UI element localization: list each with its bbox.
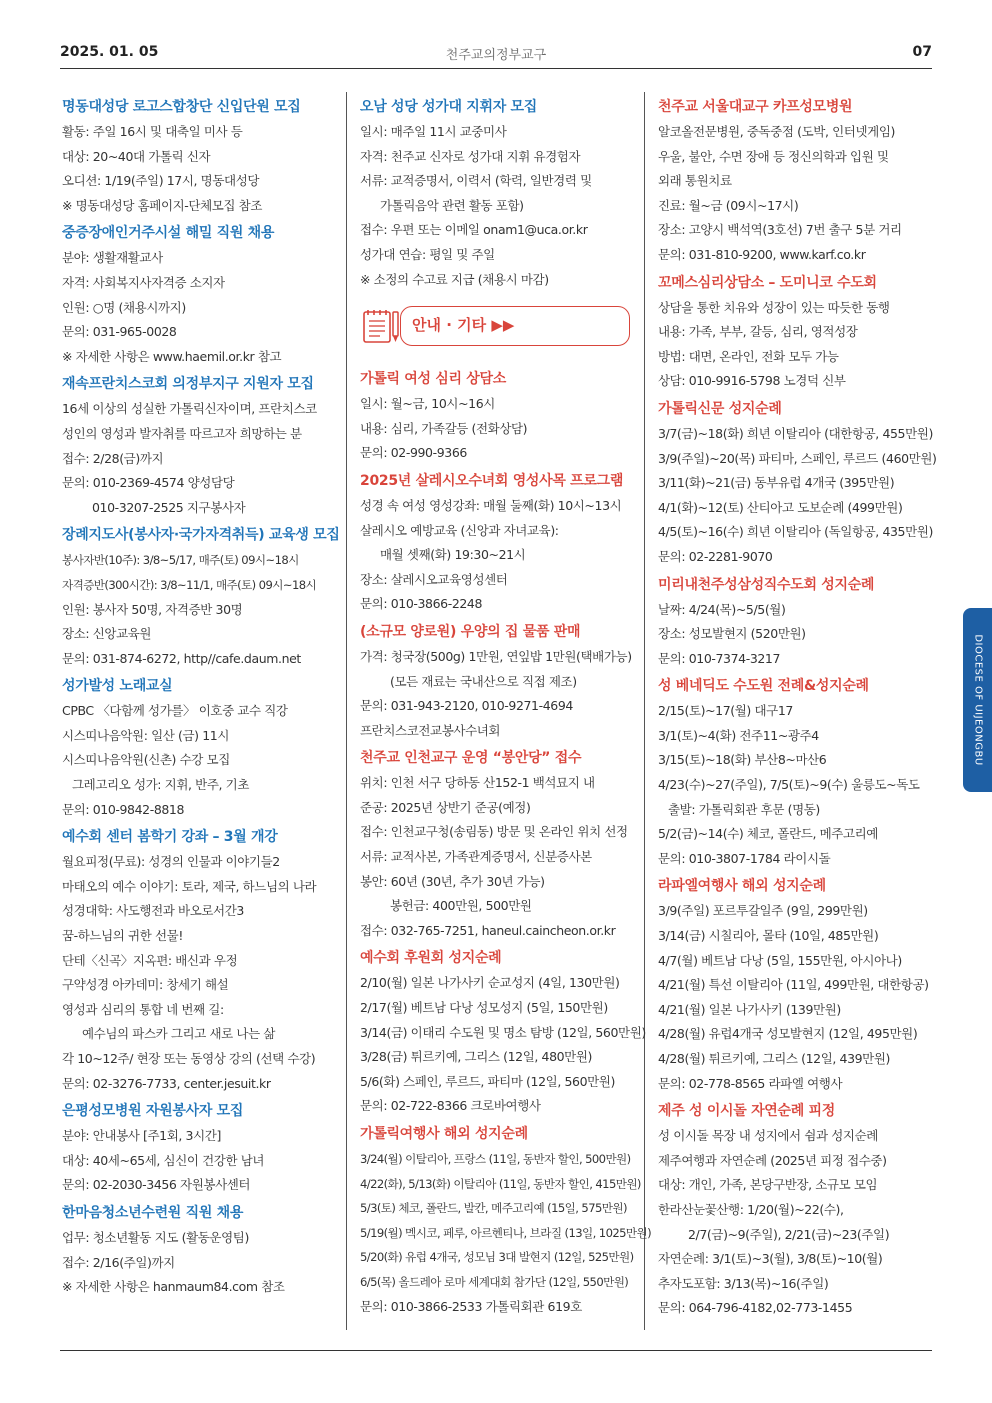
section-line: 마태오의 예수 이야기: 토라, 제국, 하느님의 나라 bbox=[62, 878, 317, 894]
section-title: 은평성모병원 자원봉사자 모집 bbox=[62, 1103, 244, 1120]
section-line: 3/9(주일)~20(목) 파티마, 스페인, 루르드 (460만원) bbox=[658, 450, 937, 466]
section-line: 문의: 02-2030-3456 자원봉사센터 bbox=[62, 1177, 251, 1193]
section-line: 단테〈신곡〉지옥편: 배신과 우정 bbox=[62, 952, 238, 968]
section-line: 인원: 봉사자 50명, 자격증반 30명 bbox=[62, 601, 243, 617]
section-line: 분야: 생활재활교사 bbox=[62, 250, 163, 266]
section-line: 활동: 주일 16시 및 대축일 미사 등 bbox=[62, 124, 243, 139]
section-line: 시스띠나음악원(신촌) 수강 모집 bbox=[62, 752, 230, 768]
section-line: 내용: 심리, 가족갈등 (전화상담) bbox=[360, 420, 528, 436]
section-line: 상담을 통한 치유와 성장이 있는 따듯한 동행 bbox=[658, 299, 890, 315]
section-line: 성 이시돌 목장 내 성지에서 쉼과 성지순례 bbox=[658, 1128, 878, 1144]
section-line: 예수님의 파스카 그리고 새로 나는 삶 bbox=[82, 1026, 275, 1042]
section-title: 미리내천주성삼성직수도회 성지순례 bbox=[658, 576, 875, 593]
section-line: 3/24(월) 이탈리아, 프랑스 (11일, 동반자 할인, 500만원) bbox=[360, 1152, 631, 1166]
section-line: 4/21(월) 특선 이탈리아 (11일, 499만원, 대한항공) bbox=[658, 977, 929, 993]
issue-date: 2025. 01. 05 bbox=[60, 44, 159, 60]
section-line: 2/17(월) 베트남 다낭 성모성지 (5일, 150만원) bbox=[360, 1000, 608, 1016]
section-line: 4/23(수)~27(주일), 7/5(토)~9(수) 울릉도~독도 bbox=[658, 777, 920, 793]
section-line: 3/11(화)~21(금) 동부유럽 4개국 (395만원) bbox=[658, 475, 895, 491]
section-line: 장소: 고양시 백석역(3호선) 7번 출구 5분 거리 bbox=[658, 222, 902, 238]
section-line: 서류: 교적증명서, 이력서 (학력, 일반경력 및 bbox=[360, 173, 592, 189]
section-line: 문의: 031-965-0028 bbox=[62, 324, 177, 340]
section-line: 방법: 대면, 온라인, 전화 모두 가능 bbox=[658, 348, 839, 364]
section-line: 구약성경 아카데미: 창세기 해설 bbox=[62, 977, 229, 993]
column-1 bbox=[62, 94, 340, 1302]
section-line: 접수: 우편 또는 이메일 onam1@uca.or.kr bbox=[360, 222, 588, 238]
section-line: 꿈-하느님의 귀한 선물! bbox=[62, 928, 183, 944]
section-line: 자연순례: 3/1(토)~3(월), 3/8(토)~10(월) bbox=[658, 1251, 883, 1267]
section-title: 한마음청소년수련원 직원 채용 bbox=[62, 1204, 244, 1221]
col2-top-section-1 bbox=[360, 94, 632, 292]
col2-bottom-section-3 bbox=[360, 619, 632, 743]
col3-section-1 bbox=[658, 94, 930, 268]
col1-section-7 bbox=[62, 1098, 334, 1198]
section-line: 문의: 02-3276-7733, center.jesuit.kr bbox=[62, 1075, 271, 1091]
section-line: 16세 이상의 성실한 가톨릭신자이며, 프란치스코 bbox=[62, 401, 317, 417]
section-title: 가톨릭 여성 심리 상담소 bbox=[360, 371, 506, 388]
section-line: 3/9(주일) 포르투갈일주 (9일, 299만원) bbox=[658, 903, 868, 919]
section-line: 준공: 2025년 상반기 준공(예정) bbox=[360, 799, 531, 815]
col1-section-6 bbox=[62, 824, 334, 1096]
diocese-side-tab bbox=[963, 608, 992, 792]
section-line: 프란치스코전교봉사수녀회 bbox=[360, 722, 501, 738]
section-line: 문의: 010-7374-3217 bbox=[658, 650, 781, 666]
section-line: ※ 자세한 사항은 hanmaum84.com 참조 bbox=[62, 1279, 285, 1295]
section-line: 4/7(월) 베트남 다낭 (5일, 155만원, 아시아나) bbox=[658, 952, 902, 968]
section-line: 봉헌금: 400만원, 500만원 bbox=[390, 898, 532, 914]
notepad-pen-icon bbox=[360, 306, 404, 346]
section-line: 3/28(금) 튀르키예, 그리스 (12일, 480만원) bbox=[360, 1049, 593, 1065]
section-line: 접수: 032-765-7251, haneul.caincheon.or.kr bbox=[360, 922, 616, 938]
section-line: 문의: 010-3807-1784 라이시돌 bbox=[658, 850, 831, 866]
section-line: 분야: 안내봉사 [주1회, 3시간] bbox=[62, 1128, 221, 1144]
section-line: 오디션: 1/19(주일) 17시, 명동대성당 bbox=[62, 173, 260, 189]
col2-bottom-section-5 bbox=[360, 945, 646, 1119]
col3-section-3 bbox=[658, 396, 937, 570]
section-line: 자격: 천주교 신자로 성가대 지휘 유경험자 bbox=[360, 148, 581, 164]
section-line: 가격: 청국장(500g) 1만원, 연잎밥 1만원(택배가능) bbox=[360, 648, 632, 664]
section-line: 성경 속 여성 영성강좌: 매월 둘째(화) 10시~13시 bbox=[360, 497, 622, 513]
section-line: 3/1(토)~4(화) 전주11~광주4 bbox=[658, 727, 819, 743]
section-line: 일시: 매주일 11시 교중미사 bbox=[360, 124, 507, 139]
section-title: 천주교 인천교구 운영 “봉안당” 접수 bbox=[360, 750, 582, 767]
section-line: 제주여행과 자연순례 (2025년 피정 접수중) bbox=[658, 1152, 887, 1168]
section-line: 추자도포함: 3/13(목)~16(주일) bbox=[658, 1275, 829, 1291]
section-line: 자격증반(300시간): 3/8~11/1, 매주(토) 09시~18시 bbox=[62, 577, 317, 592]
section-line: 내용: 가족, 부부, 갈등, 심리, 영적성장 bbox=[658, 324, 858, 340]
section-line: 서류: 교적사본, 가족관계증명서, 신분증사본 bbox=[360, 849, 592, 865]
col1-section-4 bbox=[62, 522, 340, 671]
section-line: 시스띠나음악원: 일산 (금) 11시 bbox=[62, 727, 230, 743]
section-line: 문의: 010-2369-4574 양성담당 bbox=[62, 475, 235, 491]
col1-section-3 bbox=[62, 371, 334, 520]
column-3 bbox=[658, 94, 937, 1323]
col1-section-2 bbox=[62, 220, 334, 369]
col3-section-6 bbox=[658, 873, 930, 1096]
section-title: 제주 성 이시돌 자연순례 피정 bbox=[658, 1103, 835, 1120]
col3-section-5 bbox=[658, 673, 930, 871]
section-line: ※ 소정의 수고료 지급 (채용시 마감) bbox=[360, 271, 549, 287]
section-line: ※ 명동대성당 홈페이지-단체모집 참조 bbox=[62, 197, 263, 213]
page-number: 07 bbox=[912, 44, 932, 60]
section-title: 가톨릭신문 성지순례 bbox=[658, 400, 782, 417]
section-title: 성 베네딕도 수도원 전례&성지순례 bbox=[658, 678, 869, 695]
section-line: ※ 자세한 사항은 www.haemil.or.kr 참고 bbox=[62, 348, 282, 364]
section-line: 가톨릭음악 관련 활동 포함) bbox=[380, 197, 524, 213]
header-rule bbox=[60, 68, 932, 69]
section-line: 문의: 010-3866-2248 bbox=[360, 596, 483, 612]
section-line: 010-3207-2525 지구봉사자 bbox=[92, 499, 246, 515]
section-line: 문의: 031-810-9200, www.karf.co.kr bbox=[658, 246, 866, 262]
section-line: 우울, 불안, 수면 장애 등 정신의학과 입원 및 bbox=[658, 148, 889, 164]
section-line: 접수: 2/16(주일)까지 bbox=[62, 1254, 175, 1270]
section-line: 5/6(화) 스페인, 루르드, 파티마 (12일, 560만원) bbox=[360, 1073, 615, 1089]
section-line: 2/15(토)~17(월) 대구17 bbox=[658, 703, 793, 719]
section-line: 장소: 성모발현지 (520만원) bbox=[658, 626, 806, 642]
section-line: 5/3(토) 체코, 폴란드, 발칸, 메주고리예 (15일, 575만원) bbox=[360, 1201, 627, 1216]
column-divider-1 bbox=[346, 92, 347, 1330]
section-line: 문의: 02-778-8565 라파엘 여행사 bbox=[658, 1075, 843, 1091]
section-title: 2025년 살레시오수녀회 영성사목 프로그램 bbox=[360, 472, 624, 489]
section-line: 4/21(월) 일본 나가사키 (139만원) bbox=[658, 1001, 841, 1017]
notice-banner bbox=[360, 306, 632, 346]
col1-section-1 bbox=[62, 94, 334, 218]
section-line: 자격: 사회복지사자격증 소지자 bbox=[62, 274, 225, 290]
section-line: 알코올전문병원, 중독중점 (도박, 인터넷게임) bbox=[658, 124, 895, 139]
section-title: 예수회 후원회 성지순례 bbox=[360, 950, 502, 967]
section-title: 천주교 서울대교구 카프성모병원 bbox=[658, 99, 853, 115]
section-line: (모든 재료는 국내산으로 직접 제조) bbox=[390, 673, 577, 689]
publication-name: 천주교의정부교구 bbox=[445, 48, 547, 63]
section-line: 5/2(금)~14(수) 체코, 폴란드, 메주고리예 bbox=[658, 826, 878, 842]
section-title: 오남 성당 성가대 지휘자 모집 bbox=[360, 99, 537, 115]
section-line: 대상: 개인, 가족, 본당구반장, 소규모 모임 bbox=[658, 1177, 878, 1193]
section-line: 장소: 신앙교육원 bbox=[62, 626, 152, 642]
section-line: 4/5(토)~16(수) 희년 이탈리아 (독일항공, 435만원) bbox=[658, 524, 933, 540]
section-line: 3/15(토)~18(화) 부산8~마산6 bbox=[658, 752, 827, 768]
section-title: 중증장애인거주시설 해밀 직원 채용 bbox=[62, 225, 275, 242]
section-title: 예수회 센터 봄학기 강좌 – 3월 개강 bbox=[62, 829, 278, 846]
section-line: 6/5(목) 올드레아 로마 세계대회 참가단 (12일, 550만원) bbox=[360, 1274, 629, 1289]
section-line: 성경대학: 사도행전과 바오로서간3 bbox=[62, 903, 244, 919]
section-line: 접수: 2/28(금)까지 bbox=[62, 450, 164, 466]
section-line: 2/7(금)~9(주일), 2/21(금)~23(주일) bbox=[688, 1226, 890, 1242]
col3-section-7 bbox=[658, 1098, 930, 1321]
section-title: 장례지도사(봉사자·국가자격취득) 교육생 모집 bbox=[62, 527, 340, 544]
section-line: 살레시오 예방교육 (신앙과 자녀교육): bbox=[360, 522, 559, 538]
section-line: 인원: ○명 (채용시까지) bbox=[62, 299, 186, 315]
section-title: 라파엘여행사 해외 성지순례 bbox=[658, 878, 826, 895]
section-line: 장소: 살레시오교육영성센터 bbox=[360, 571, 508, 587]
section-line: 3/14(금) 시칠리아, 몰타 (10일, 485만원) bbox=[658, 928, 879, 944]
section-line: 외래 통원치료 bbox=[658, 173, 732, 189]
col1-section-5 bbox=[62, 673, 334, 822]
section-line: 접수: 인천교구청(송림동) 방문 및 온라인 위치 선정 bbox=[360, 824, 628, 840]
section-line: 문의: 02-990-9366 bbox=[360, 445, 467, 461]
section-title: 가톨릭여행사 해외 성지순례 bbox=[360, 1126, 528, 1142]
section-line: 상담: 010-9916-5798 노경덕 신부 bbox=[658, 373, 846, 389]
section-line: 문의: 02-2281-9070 bbox=[658, 548, 773, 564]
col1-section-8 bbox=[62, 1200, 334, 1300]
section-line: 진료: 월~금 (09시~17시) bbox=[658, 197, 799, 213]
section-line: 2/10(월) 일본 나가사키 순교성지 (4일, 130만원) bbox=[360, 975, 620, 991]
section-line: 날짜: 4/24(목)~5/5(월) bbox=[658, 601, 786, 617]
section-line: 문의: 031-943-2120, 010-9271-4694 bbox=[360, 698, 573, 714]
section-line: 성가대 연습: 평일 및 주일 bbox=[360, 246, 495, 262]
section-title: 성가발성 노래교실 bbox=[62, 678, 173, 695]
col3-section-2 bbox=[658, 270, 930, 394]
section-line: 4/1(화)~12(토) 산티아고 도보순례 (499만원) bbox=[658, 499, 903, 515]
section-line: 문의: 010-9842-8818 bbox=[62, 801, 185, 817]
section-line: 5/20(화) 유럽 4개국, 성모님 3대 발현지 (12일, 525만원) bbox=[360, 1250, 634, 1265]
section-line: 월요피정(무료): 성경의 인물과 이야기들2 bbox=[62, 854, 280, 870]
page-header bbox=[60, 44, 932, 68]
section-line: 그레고리오 성가: 지휘, 반주, 기초 bbox=[72, 777, 250, 793]
section-line: 봉사자반(10주): 3/8~5/17, 매주(토) 09시~18시 bbox=[62, 553, 299, 568]
section-title: 명동대성당 로고스합창단 신입단원 모집 bbox=[62, 99, 301, 115]
section-title: 꼬메스심리상담소 – 도미니코 수도회 bbox=[658, 274, 877, 291]
section-line: 3/14(금) 이태리 수도원 및 명소 탐방 (12일, 560만원) bbox=[360, 1024, 646, 1040]
section-title: (소규모 양로원) 우양의 집 물품 판매 bbox=[360, 623, 581, 640]
section-line: 4/28(월) 유럽4개국 성모발현지 (12일, 495만원) bbox=[658, 1026, 918, 1042]
section-line: 성인의 영성과 발자취를 따르고자 희망하는 분 bbox=[62, 425, 302, 441]
notice-label: 안내 · 기타 ▶▶ bbox=[412, 316, 515, 335]
section-line: 각 10~12주/ 현장 또는 동영상 강의 (선택 수강) bbox=[62, 1051, 316, 1066]
section-line: 4/28(월) 튀르키예, 그리스 (12일, 439만원) bbox=[658, 1051, 891, 1066]
section-line: 문의: 010-3866-2533 가톨릭회관 619호 bbox=[360, 1298, 582, 1314]
section-line: 문의: 064-796-4182,02-773-1455 bbox=[658, 1300, 853, 1316]
section-title: 재속프란치스코회 의정부지구 지원자 모집 bbox=[62, 376, 314, 393]
column-2 bbox=[360, 94, 652, 1321]
section-line: 문의: 031-874-6272, http//cafe.daum.net bbox=[62, 650, 301, 666]
section-line: CPBC 〈다함께 성가를〉 이호중 교수 직강 bbox=[62, 703, 288, 719]
col2-bottom-section-4 bbox=[360, 745, 632, 943]
section-line: 매월 셋째(화) 19:30~21시 bbox=[380, 547, 526, 563]
footer-rule bbox=[60, 1350, 932, 1351]
section-line: 3/7(금)~18(화) 희년 이탈리아 (대한항공, 455만원) bbox=[658, 425, 933, 441]
section-line: 위치: 인천 서구 당하동 산152-1 백석묘지 내 bbox=[360, 775, 595, 791]
section-line: 출발: 가톨릭회관 후문 (명동) bbox=[668, 801, 820, 817]
column-divider-2 bbox=[644, 92, 645, 1330]
section-line: 영성과 심리의 통합 네 번째 길: bbox=[62, 1001, 224, 1017]
col2-bottom-section-2 bbox=[360, 468, 632, 617]
section-line: 봉안: 60년 (30년, 추가 30년 가능) bbox=[360, 873, 545, 889]
section-line: 문의: 02-722-8366 크로바여행사 bbox=[360, 1098, 541, 1114]
col2-bottom-section-6 bbox=[360, 1121, 652, 1319]
section-line: 대상: 20~40대 가톨릭 신자 bbox=[62, 148, 211, 164]
section-line: 4/22(화), 5/13(화) 이탈리아 (11일, 동반자 할인, 415만원) bbox=[360, 1176, 641, 1191]
section-line: 대상: 40세~65세, 심신이 건강한 남녀 bbox=[62, 1152, 265, 1168]
section-line: 일시: 월~금, 10시~16시 bbox=[360, 396, 495, 412]
col3-section-4 bbox=[658, 572, 930, 672]
side-tab-label: DIOCESE OF UIJEONGBU bbox=[972, 634, 983, 766]
section-line: 5/19(월) 멕시코, 페루, 아르헨티나, 브라질 (13일, 1025만원) bbox=[360, 1225, 652, 1240]
section-line: 업무: 청소년활동 지도 (활동운영팀) bbox=[62, 1229, 249, 1245]
col2-bottom-section-1 bbox=[360, 366, 632, 466]
section-line: 한라산눈꽃산행: 1/20(월)~22(수), bbox=[658, 1201, 844, 1217]
